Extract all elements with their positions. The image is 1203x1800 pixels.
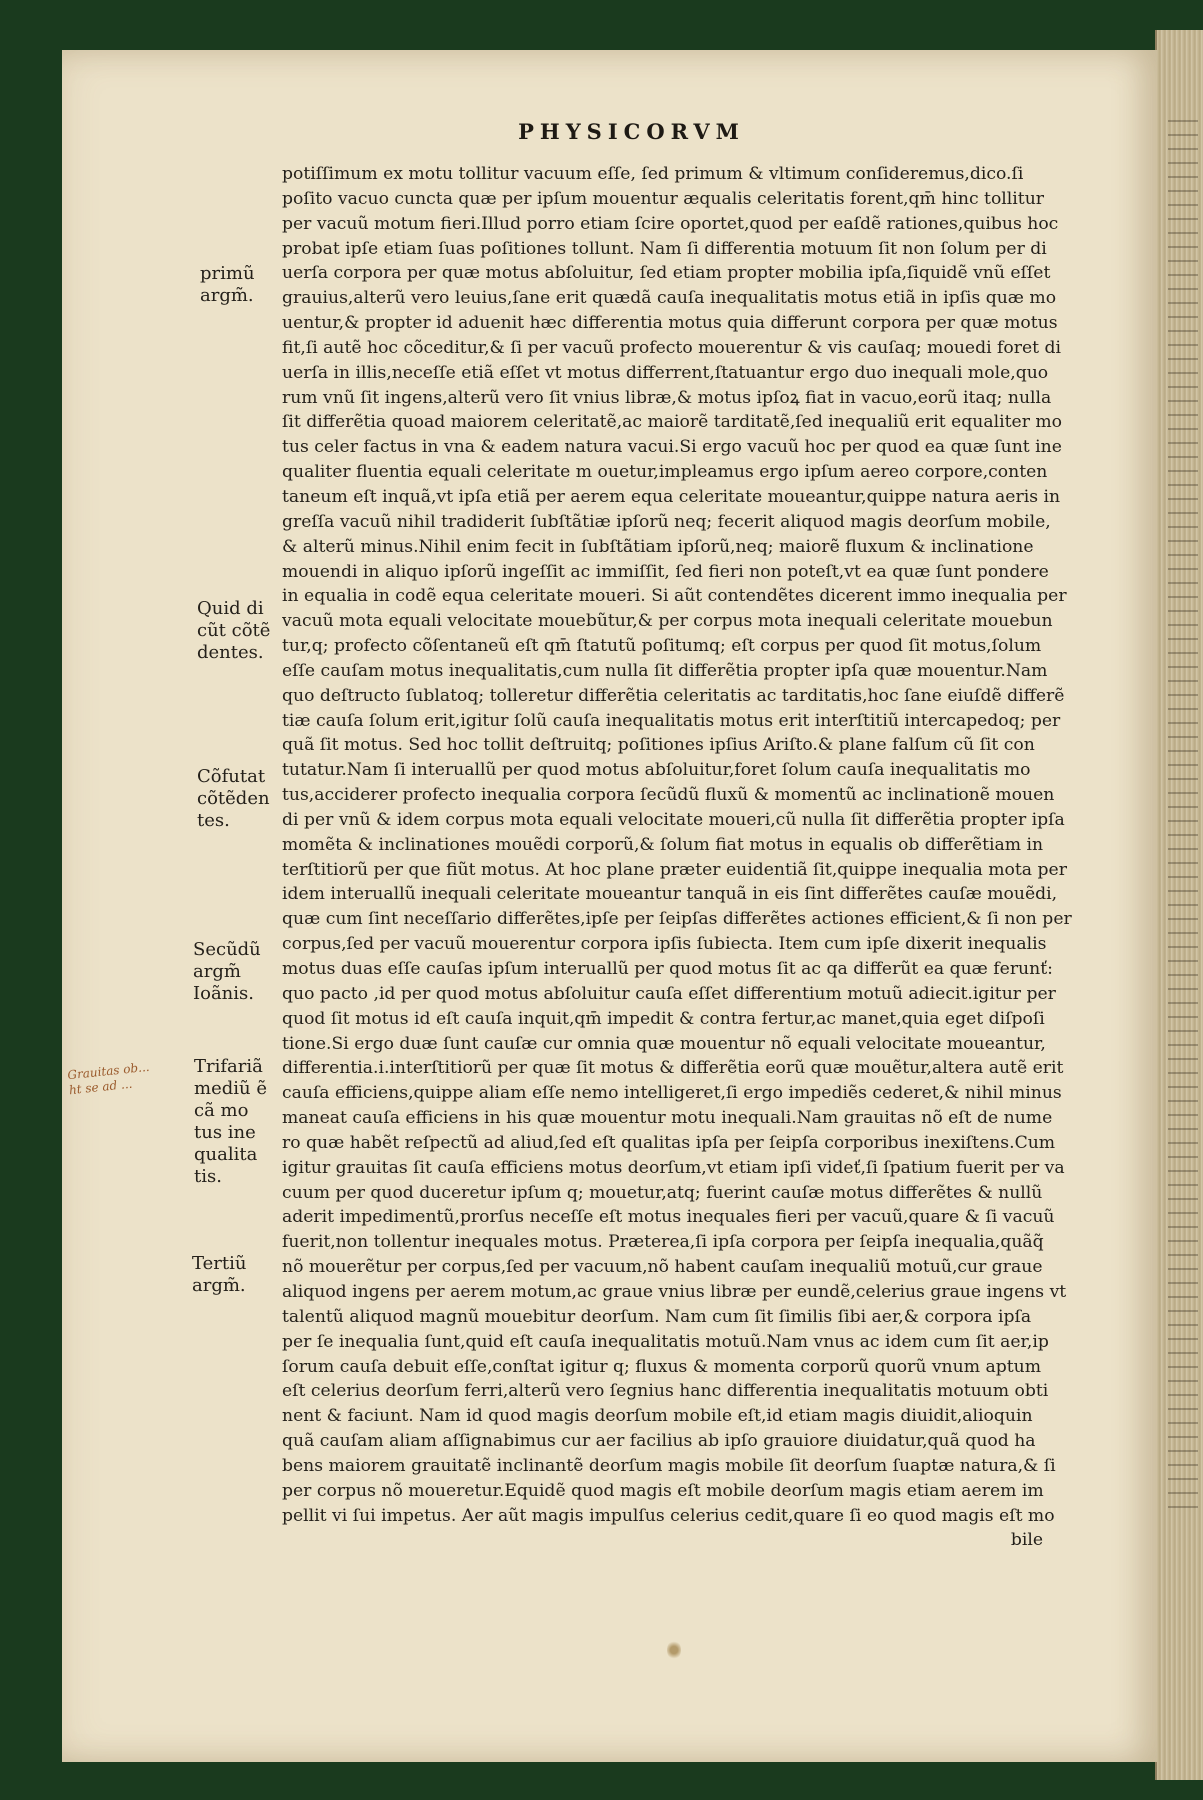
margin-note-line: mediũ ẽ xyxy=(194,1078,267,1099)
margin-note-line: primũ xyxy=(200,263,255,284)
margin-note-line: cã mo xyxy=(194,1100,249,1121)
text-line: quã cauſam aliam aſſignabimus cur aer facilius ab ipſo grauiore diuidatur,quã quod ha xyxy=(282,1431,1036,1452)
text-line: ſorum cauſa debuit eſſe,conſtat igitur q; fluxus & momenta corporũ quorũ vnum aptum xyxy=(282,1356,1041,1377)
margin-note-line: cõtẽden xyxy=(197,788,270,809)
body-text xyxy=(282,162,1088,1553)
margin-note-line: tes. xyxy=(197,810,230,831)
text-line: uerſa corpora per quæ motus abſoluitur, ſed etiam propter mobilia ipſa,ſiquidẽ vnũ eſſet xyxy=(282,263,1051,284)
handwritten-line: Grauitas ob... xyxy=(66,1059,151,1083)
text-line: rum vnũ ſit ingens,alterũ vero ſit vnius libræ,& motus ipſoꝝ fiat in vacuo,eorũ itaq; nulla xyxy=(282,387,1052,408)
margin-note-line: argm̃. xyxy=(200,285,254,306)
text-line: nent & faciunt. Nam id quod magis deorſum mobile eſt,id etiam magis diuidit,alioquin xyxy=(282,1406,1033,1427)
text-line: grauius,alterũ vero leuius,ſane erit quædã cauſa inequalitatis motus etiã in ipſis quæ mo xyxy=(282,288,1057,309)
text-line: aderit impedimentũ,prorſus neceſſe eſt motus inequales fieri per vacuũ,quare & ſi vacuũ xyxy=(282,1207,1055,1228)
text-line: tiæ cauſa ſolum erit,igitur ſolũ cauſa inequalitatis motus erit interſtitiũ intercapedoq; per xyxy=(282,710,1061,731)
margin-note-secundum-argm xyxy=(193,939,283,1005)
text-line: tutatur.Nam ſi interuallũ per quod motus abſoluitur,foret ſolum cauſa inequalitatis mo xyxy=(282,760,1031,781)
text-line: in equalia in codẽ equa celeritate moueri. Si aũt contendẽtes dicerent immo inequalia per xyxy=(282,586,1067,607)
text-line: mouendi in aliquo ipſorũ ingeſſit ac immiſſit, ſed fieri non poteſt,vt ea quæ ſunt pondere xyxy=(282,561,1049,582)
text-line: fuerit,non tollentur inequales motus. Præterea,ſi ipſa corpora per ſeipſa inequalia,quãq̃ xyxy=(282,1232,1044,1253)
text-line: greſſa vacuũ nihil tradiderit ſubſtãtiæ ipſorũ neq; fecerit aliquod magis deorſum mobile, xyxy=(282,511,1051,532)
text-line: corpus,ſed per vacuũ mouerentur corpora ipſis ſubiecta. Item cum ipſe dixerit inequalis xyxy=(282,934,1047,955)
margin-note-line: cũt cõtẽ xyxy=(197,620,271,641)
text-line: per corpus nõ moueretur.Equidẽ quod magis eſt mobile deorſum magis etiam aerem im xyxy=(282,1480,1044,1501)
text-line: probat ipſe etiam ſuas poſitiones tollunt. Nam ſi differentia motuum ſit non ſolum per di xyxy=(282,238,1047,259)
text-line: tione.Si ergo duæ ſunt cauſæ cur omnia quæ mouentur nõ equali velocitate moueantur, xyxy=(282,1033,1046,1054)
margin-note-line: tis. xyxy=(194,1166,222,1187)
facing-page-text xyxy=(1168,120,1198,1520)
text-line: cuum per quod duceretur ipſum q; mouetur,atq; fuerint cauſæ motus differẽtes & nullũ xyxy=(282,1182,1043,1203)
text-line: per ſe inequalia ſunt,quid eſt cauſa inequalitatis motuũ.Nam vnus ac idem cum ſit aer,ip xyxy=(282,1331,1049,1352)
text-line: quo deſtructo ſublatoq; tolleretur differẽtia celeritatis ac tarditatis,hoc ſane eiuſdẽ differẽ xyxy=(282,685,1065,706)
text-line: pellit vi ſui impetus. Aer aũt magis impulſus celerius cedit,quare ſi eo quod magis eſt mo xyxy=(282,1505,1055,1526)
margin-note-line: qualita xyxy=(194,1144,258,1165)
text-line: eſt celerius deorſum ferri,alterũ vero ſegnius hanc differentia inequalitatis motuum obti xyxy=(282,1381,1049,1402)
margin-note-tertium-argm xyxy=(192,1253,282,1297)
text-line: differentia.i.interſtitiorũ per quæ ſit motus & differẽtia eorũ quæ mouẽtur,altera autẽ erit xyxy=(282,1058,1064,1079)
margin-note-line: Trifariã xyxy=(194,1056,263,1077)
text-line: potiſſimum ex motu tollitur vacuum eſſe, ſed primum & vltimum conſideremus,dico.ſi xyxy=(282,164,1024,184)
text-line: eſſe cauſam motus inequalitatis,cum nulla ſit differẽtia propter ipſa quæ mouentur.Nam xyxy=(282,660,1048,681)
running-header: PHYSICORVM xyxy=(518,119,745,144)
margin-note-line: tus ine xyxy=(194,1122,256,1143)
margin-note-line: argm̃. xyxy=(192,1275,246,1296)
text-line: quod ſit motus id eſt cauſa inquit,qm̄ impedit & contra fertur,ac manet,quia eget diſpoſi xyxy=(282,1008,1045,1029)
margin-note-primum-argm xyxy=(200,263,290,307)
margin-note-trifaria xyxy=(194,1056,284,1188)
text-line: taneum eſt inquã,vt ipſa etiã per aerem equa celeritate moueantur,quippe natura aeris in xyxy=(282,486,1061,507)
margin-note-line: argm̃ xyxy=(193,961,241,982)
text-line: bile xyxy=(1010,1530,1043,1551)
margin-note-line: Secũdũ xyxy=(193,939,261,960)
text-line: quæ cum ſint neceſſario differẽtes,ipſe per ſeipſas differẽtes actiones efficient,& ſi non per xyxy=(282,909,1072,930)
text-line: aliquod ingens per aerem motum,ac graue vnius libræ per eundẽ,celerius graue ingens vt xyxy=(282,1281,1067,1302)
margin-note-line: Tertiũ xyxy=(192,1253,247,1274)
margin-note-line: Quid di xyxy=(197,598,264,619)
text-line: tus,acciderer profecto inequalia corpora ſecũdũ fluxũ & momentũ ac inclinationẽ mouen xyxy=(282,785,1055,806)
margin-note-line: dentes. xyxy=(197,642,264,663)
text-line: bens maiorem grauitatẽ inclinantẽ deorſum magis mobile ſit deorſum ſuaptæ natura,& ſi xyxy=(282,1455,1056,1476)
margin-note-quid-dicunt xyxy=(197,598,287,664)
text-line: cauſa efficiens,quippe aliam eſſe nemo intelligeret,ſi ergo impediẽs cederet,& nihil minus xyxy=(282,1083,1062,1104)
text-line: ſit differẽtia quoad maiorem celeritatẽ,ac maiorẽ tarditatẽ,ſed inequaliũ erit equaliter mo xyxy=(282,412,1063,433)
text-line: tus celer factus in vna & eadem natura vacui.Si ergo vacuũ hoc per quod ea quæ ſunt ine xyxy=(282,437,1062,458)
paper-stain xyxy=(667,1640,681,1660)
text-line: uentur,& propter id aduenit hæc differentia motus quia differunt corpora per quæ motus xyxy=(282,313,1058,334)
text-line: terſtitiorũ per que fiũt motus. At hoc plane præter euidentiã ſit,quippe inequalia mota per xyxy=(282,859,1067,880)
text-line: per vacuũ motum fieri.Illud porro etiam ſcire oportet,quod per eaſdẽ rationes,quibus hoc xyxy=(282,213,1059,234)
text-line: ro quæ habẽt reſpectũ ad aliud,ſed eſt qualitas ipſa per ſeipſa corporibus inexiſtens.Cum xyxy=(282,1132,1056,1153)
text-line: nõ mouerẽtur per corpus,ſed per vacuum,nõ habent cauſam inequaliũ motuũ,cur graue xyxy=(282,1257,1043,1278)
text-line: tur,q; profecto cõſentaneũ eſt qm̄ ſtatutũ poſitumq; eſt corpus per quod ſit motus,ſolum xyxy=(282,636,1042,657)
handwritten-line: ht se ad ... xyxy=(68,1076,133,1098)
text-line: motus duas eſſe cauſas ipſum interuallũ per quod motus ſit ac qa differũt ea quæ ferunť: xyxy=(282,959,1053,979)
text-line: di per vnũ & idem corpus mota equali velocitate moueri,cũ nulla ſit differẽtia propter ipſa xyxy=(282,809,1065,830)
text-line: quo pacto ,id per quod motus abſoluitur cauſa eſſet differentium motuũ adiecit.igitur per xyxy=(282,983,1056,1004)
text-line: maneat cauſa efficiens in his quæ mouentur motu inequali.Nam grauitas nõ eſt de nume xyxy=(282,1108,1053,1129)
text-line: uerſa in illis,neceſſe etiã eſſet vt motus differrent,ſtatuantur ergo duo inequali mole,quo xyxy=(282,362,1049,383)
text-line: idem interuallũ inequali celeritate moueantur tanquã in eis ſint differẽtes cauſæ mouẽdi, xyxy=(282,884,1058,905)
text-line: vacuũ mota equali velocitate mouebũtur,& per corpus mota inequali celeritate mouebun xyxy=(282,611,1053,632)
text-line: qualiter fluentia equali celeritate m ouetur,impleamus ergo ipſum aereo corpore,conten xyxy=(282,462,1048,483)
text-line: talentũ aliquod magnũ mouebitur deorſum. Nam cum ſit ſimilis ſibi aer,& corpora ipſa xyxy=(282,1306,1032,1327)
margin-note-line: Cõfutat xyxy=(197,766,266,787)
text-line: poſito vacuo cuncta quæ per ipſum mouentur æqualis celeritatis forent,qm̄ hinc tollitur xyxy=(282,188,1044,209)
text-line: igitur grauitas ſit cauſa efficiens motus deorſum,vt etiam ipſi videť,ſi ſpatium fuerit per va xyxy=(282,1157,1065,1178)
margin-note-confutat xyxy=(197,766,287,832)
text-line: fit,ſi autẽ hoc cõceditur,& ſi per vacuũ profecto mouerentur & vis cauſaq; mouedi foret di xyxy=(282,337,1062,358)
text-line: momẽta & inclinationes mouẽdi corporũ,& ſolum fiat motus in equalis ob differẽtiam in xyxy=(282,834,1044,855)
text-line: quã ſit motus. Sed hoc tollit deſtruitq; poſitiones ipſius Ariſto.& plane falſum cũ ſit con xyxy=(282,735,1035,756)
text-line: & alterũ minus.Nihil enim fecit in ſubſtãtiam ipſorũ,neq; maiorẽ fluxum & inclinatione xyxy=(282,536,1034,557)
margin-note-line: Ioãnis. xyxy=(193,983,254,1004)
